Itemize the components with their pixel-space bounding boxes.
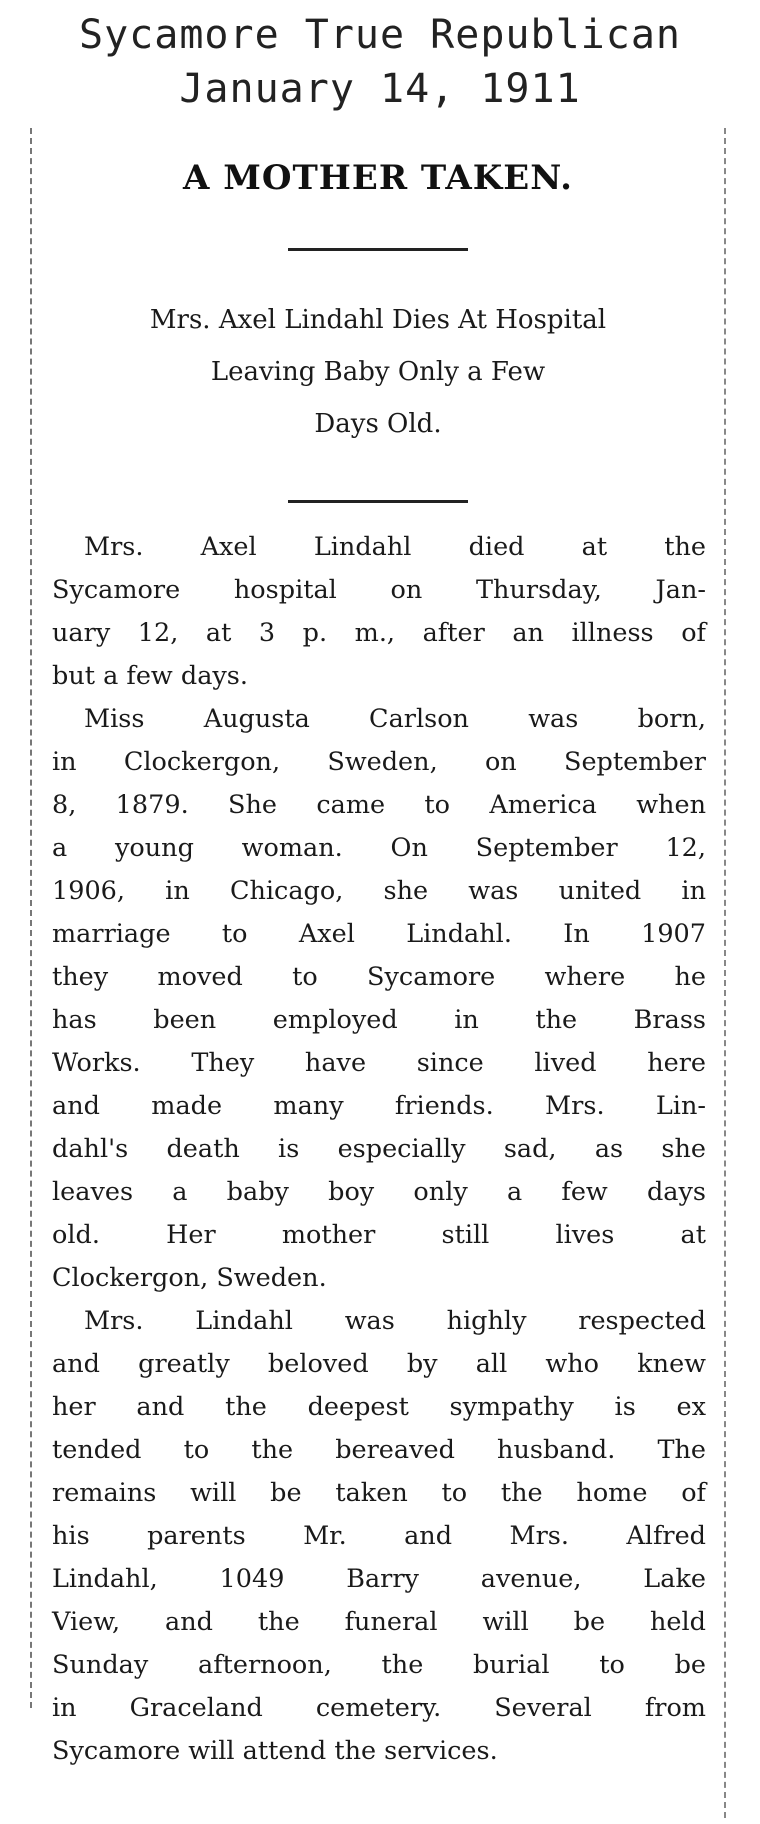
text-line: Mrs. Axel Lindahl died at the [84, 532, 706, 562]
text-line: remains will be taken to the home of [52, 1478, 706, 1508]
text-line: Sycamore hospital on Thursday, Jan- [52, 575, 706, 605]
publication-name: Sycamore True Republican [79, 12, 681, 58]
text-line: but a few days. [52, 661, 248, 691]
text-line: tended to the bereaved husband. The [52, 1435, 706, 1465]
paragraph-1 [52, 526, 706, 698]
text-line: and made many friends. Mrs. Lin- [52, 1091, 706, 1121]
paragraph-2 [52, 698, 706, 1300]
subhead-line: Leaving Baby Only a Few [210, 357, 546, 387]
text-line: a young woman. On September 12, [52, 833, 706, 863]
subhead-divider [288, 500, 468, 503]
paragraph-3 [52, 1300, 706, 1773]
text-line: uary 12, at 3 p. m., after an illness of [52, 618, 706, 648]
text-line: Lindahl, 1049 Barry avenue, Lake [52, 1564, 706, 1594]
text-line: dahl's death is especially sad, as she [52, 1134, 706, 1164]
subhead-line: Days Old. [314, 409, 442, 439]
subhead-line: Mrs. Axel Lindahl Dies At Hospital [149, 305, 607, 335]
text-line: Sunday afternoon, the burial to be [52, 1650, 706, 1680]
text-line: in Clockergon, Sweden, on September [52, 747, 706, 777]
text-line: leaves a baby boy only a few days [52, 1177, 706, 1207]
column-edge-left [30, 128, 32, 1708]
article-body [52, 526, 706, 1773]
text-line: 8, 1879. She came to America when [52, 790, 706, 820]
text-line: old. Her mother still lives at [52, 1220, 706, 1250]
column-edge-right [724, 128, 726, 1818]
text-line: Mrs. Lindahl was highly respected [84, 1306, 706, 1336]
text-line: Sycamore will attend the services. [52, 1736, 498, 1766]
text-line: Miss Augusta Carlson was born, [84, 704, 706, 734]
clipping-header [0, 8, 760, 116]
headline-divider [288, 248, 468, 251]
text-line: Clockergon, Sweden. [52, 1263, 327, 1293]
text-line: and greatly beloved by all who knew [52, 1349, 706, 1379]
text-line: in Graceland cemetery. Several from [52, 1693, 706, 1723]
text-line: his parents Mr. and Mrs. Alfred [52, 1521, 706, 1551]
newspaper-clipping [30, 128, 726, 1818]
text-line: they moved to Sycamore where he [52, 962, 706, 992]
article-headline: A MOTHER TAKEN. [183, 158, 573, 198]
text-line: Works. They have since lived here [52, 1048, 706, 1078]
text-line: marriage to Axel Lindahl. In 1907 [52, 919, 706, 949]
text-line: her and the deepest sympathy is ex [52, 1392, 706, 1422]
publication-date: January 14, 1911 [179, 66, 581, 112]
article-subhead [40, 294, 716, 450]
text-line: 1906, in Chicago, she was united in [52, 876, 706, 906]
text-line: has been employed in the Brass [52, 1005, 706, 1035]
text-line: View, and the funeral will be held [52, 1607, 706, 1637]
